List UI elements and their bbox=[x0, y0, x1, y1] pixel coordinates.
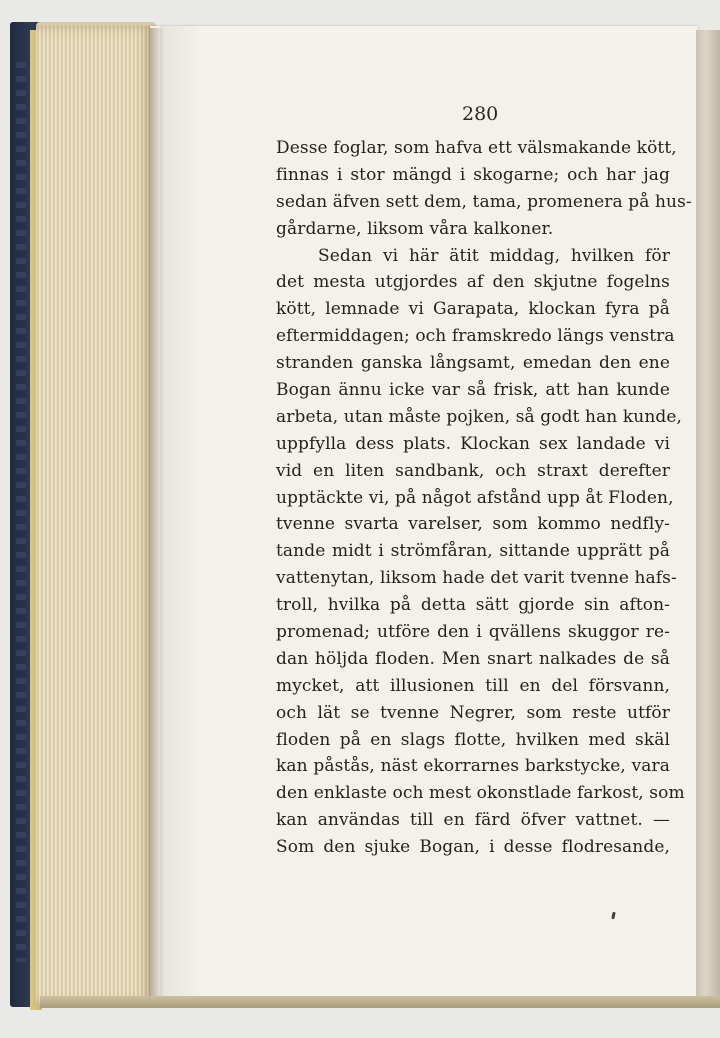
text-line: eftermiddagen; och framskredo längs venstra bbox=[276, 326, 675, 347]
text-line: tande midt i strömfåran, sittande upprätt på bbox=[276, 541, 670, 562]
right-page-edge bbox=[696, 30, 720, 1008]
text-line: Bogan ännu icke var så frisk, att han kunde bbox=[276, 380, 670, 401]
text-line: arbeta, utan måste pojken, så godt han kunde, bbox=[276, 406, 683, 427]
text-line: Sedan vi här ätit middag, hvilken för bbox=[318, 245, 670, 266]
text-line: Desse foglar, som hafva ett välsmakande kött, bbox=[276, 138, 677, 158]
text-line: dan höljda floden. Men snart nalkades de så bbox=[276, 648, 670, 669]
text-line: sedan äfven sett dem, tama, promenera på hus- bbox=[276, 191, 692, 212]
left-page-stack bbox=[36, 26, 154, 1004]
text-line: kan påstås, näst ekorrarnes barkstycke, vara bbox=[276, 756, 670, 777]
bottom-board bbox=[40, 996, 720, 1008]
text-line: troll, hvilka på detta sätt gjorde sin afton- bbox=[276, 595, 670, 616]
text-line: stranden ganska långsamt, emedan den ene bbox=[276, 353, 670, 374]
text-line: upptäckte vi, på något afstånd upp åt Floden, bbox=[276, 487, 674, 508]
text-line: tvenne svarta varelser, som kommo nedfly- bbox=[276, 514, 670, 535]
text-line: den enklaste och mest okonstlade farkost, som bbox=[276, 783, 685, 804]
text-line: Som den sjuke Bogan, i desse flodresande, bbox=[276, 837, 670, 858]
body-text bbox=[276, 135, 692, 861]
text-line: gårdarne, liksom våra kalkoner. bbox=[276, 218, 554, 239]
page-number: 280 bbox=[462, 103, 499, 125]
text-line: mycket, att illusionen till en del försvann, bbox=[276, 675, 670, 696]
text-line: floden på en slags flotte, hvilken med skäl bbox=[276, 729, 670, 750]
text-line: finnas i stor mängd i skogarne; och har jag bbox=[276, 164, 670, 185]
text-line: uppfylla dess plats. Klockan sex landade vi bbox=[276, 433, 670, 454]
text-line: vattenytan, liksom hade det varit tvenne hafs- bbox=[276, 568, 677, 589]
text-line: kött, lemnade vi Garapata, klockan fyra på bbox=[276, 299, 670, 320]
text-line: kan användas till en färd öfver vattnet. — bbox=[276, 810, 670, 831]
text-line: promenad; utföre den i qvällens skuggor re- bbox=[276, 622, 670, 643]
text-line: det mesta utgjordes af den skjutne fogelns bbox=[276, 272, 670, 293]
text-line: och lät se tvenne Negrer, som reste utför bbox=[276, 702, 670, 723]
spine-shadow bbox=[160, 26, 200, 1004]
text-line: vid en liten sandbank, och straxt derefter bbox=[276, 460, 670, 481]
gutter-shadow bbox=[150, 28, 164, 1003]
